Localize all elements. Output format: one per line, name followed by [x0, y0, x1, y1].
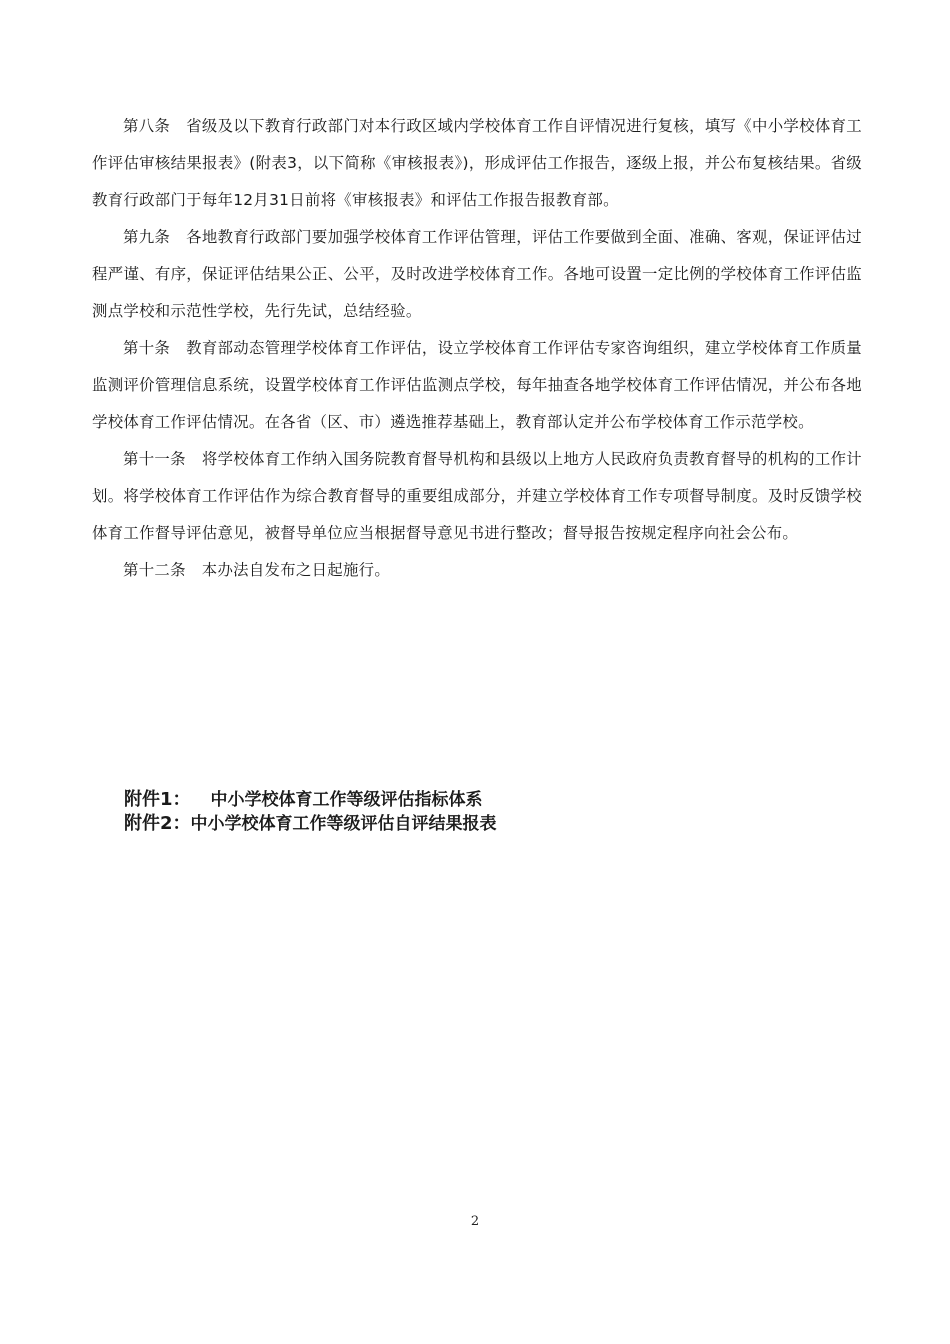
- article-number: 第九条: [123, 228, 171, 246]
- page-number: 2: [470, 1214, 480, 1229]
- article-11: [92, 441, 862, 552]
- article-8: [92, 108, 862, 219]
- attachments-list: [124, 788, 824, 836]
- article-10: [92, 330, 862, 441]
- article-9: [92, 219, 862, 330]
- article-12: [92, 552, 862, 589]
- attachment-title: 中小学校体育工作等级评估自评结果报表: [190, 814, 497, 834]
- article-text: 各地教育行政部门要加强学校体育工作评估管理，评估工作要做到全面、准确、客观，保证评估过程严谨、有序，保证评估结果公正、公平，及时改进学校体育工作。各地可设置一定比例的学校体育工作评估监测点学校和示范性学校，先行先试，总结经验。: [92, 228, 862, 320]
- article-text: 本办法自发布之日起施行。: [201, 561, 391, 579]
- document-body: [92, 108, 862, 589]
- attachment-title: 中小学校体育工作等级评估指标体系: [210, 790, 483, 810]
- attachment-label: 附件1：: [124, 789, 191, 810]
- article-number: 第十二条: [123, 561, 186, 579]
- attachment-1: [124, 788, 824, 812]
- article-number: 第十条: [123, 339, 171, 357]
- article-number: 第八条: [123, 117, 171, 135]
- article-number: 第十一条: [123, 450, 186, 468]
- attachment-label: 附件2：: [124, 813, 191, 834]
- article-text: 教育部动态管理学校体育工作评估，设立学校体育工作评估专家咨询组织，建立学校体育工作质量监测评价管理信息系统，设置学校体育工作评估监测点学校，每年抽查各地学校体育工作评估情况，并公布各地学校体育工作评估情况。在各省（区、市）遴选推荐基础上，教育部认定并公布学校体育工作示范学校。: [92, 339, 862, 431]
- attachment-2: [124, 812, 824, 836]
- article-text: 省级及以下教育行政部门对本行政区域内学校体育工作自评情况进行复核，填写《中小学校体育工作评估审核结果报表》(附表3，以下简称《审核报表》)，形成评估工作报告，逐级上报，并公布复核结果。省级教育行政部门于每年12月31日前将《审核报表》和评估工作报告报教育部。: [92, 117, 862, 209]
- article-text: 将学校体育工作纳入国务院教育督导机构和县级以上地方人民政府负责教育督导的机构的工作计划。将学校体育工作评估作为综合教育督导的重要组成部分，并建立学校体育工作专项督导制度。及时反馈学校体育工作督导评估意见，被督导单位应当根据督导意见书进行整改；督导报告按规定程序向社会公布。: [92, 450, 862, 542]
